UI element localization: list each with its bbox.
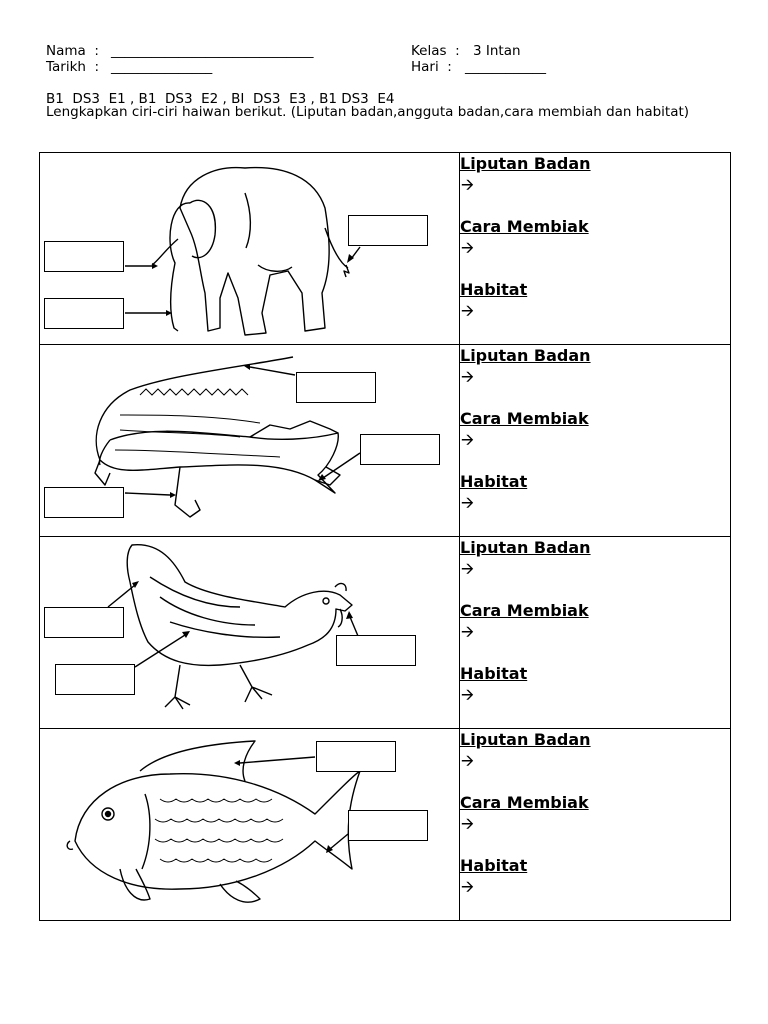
animal-cell [40,537,460,729]
liputan-badan-label: Liputan Badan [460,730,591,749]
liputan-badan-label: Liputan Badan [460,538,591,557]
worksheet-table [39,152,731,921]
arrow-icon: 🡪 [461,238,474,257]
habitat-label: Habitat [460,280,528,299]
arrow-icon: 🡪 [461,367,474,386]
cara-membiak-label: Cara Membiak [460,601,589,620]
answer-box[interactable] [55,664,135,695]
answer-box[interactable] [44,298,124,329]
animal-cell [40,345,460,537]
answer-box[interactable] [296,372,376,403]
arrow-icon: 🡪 [461,877,474,896]
arrow-icon: 🡪 [461,751,474,770]
table-row [40,537,731,729]
arrow-icon: 🡪 [461,301,474,320]
answer-box[interactable] [348,215,428,246]
arrow-icon: 🡪 [461,175,474,194]
info-cell [460,729,731,921]
table-row [40,345,731,537]
nama-label: Nama : [46,43,99,59]
cara-membiak-label: Cara Membiak [460,217,589,236]
info-cell [460,153,731,345]
cara-membiak-label: Cara Membiak [460,793,589,812]
kelas-label: Kelas : [411,43,460,59]
hari-label: Hari : [411,59,452,75]
answer-box[interactable] [348,810,428,841]
habitat-label: Habitat [460,856,528,875]
answer-box[interactable] [316,741,396,772]
hari-line[interactable]: ____________ [465,59,546,75]
table-row [40,729,731,921]
answer-box[interactable] [44,241,124,272]
answer-box[interactable] [336,635,416,666]
arrow-icon: 🡪 [461,685,474,704]
info-cell [460,537,731,729]
liputan-badan-label: Liputan Badan [460,346,591,365]
instruction-text: Lengkapkan ciri-ciri haiwan berikut. (Liputan badan,angguta badan,cara membiah dan habitat) [46,104,690,120]
arrow-icon: 🡪 [461,814,474,833]
arrow-icon: 🡪 [461,622,474,641]
habitat-label: Habitat [460,664,528,683]
tarikh-label: Tarikh : [46,59,100,75]
nama-line[interactable]: ______________________________ [111,43,314,59]
habitat-label: Habitat [460,472,528,491]
arrow-icon: 🡪 [461,559,474,578]
answer-box[interactable] [44,607,124,638]
skill-codes: B1 DS3 E1 , B1 DS3 E2 , BI DS3 E3 , B1 DS3 E4 [46,91,395,107]
animal-cell [40,729,460,921]
cara-membiak-label: Cara Membiak [460,409,589,428]
table-row [40,153,731,345]
arrow-icon: 🡪 [461,430,474,449]
liputan-badan-label: Liputan Badan [460,154,591,173]
tarikh-line[interactable]: _______________ [111,59,213,75]
answer-box[interactable] [360,434,440,465]
arrow-icon: 🡪 [461,493,474,512]
animal-cell [40,153,460,345]
answer-box[interactable] [44,487,124,518]
kelas-value: 3 Intan [473,43,521,59]
info-cell [460,345,731,537]
